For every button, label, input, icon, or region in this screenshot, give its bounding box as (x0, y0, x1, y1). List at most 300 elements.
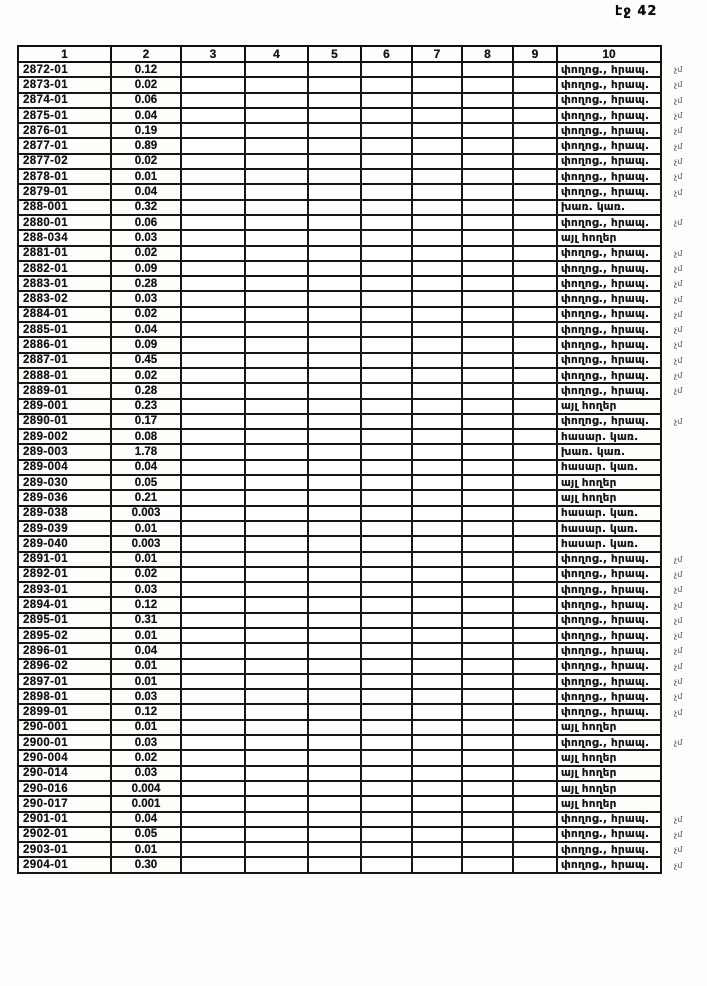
empty-cell (513, 628, 557, 643)
empty-cell (513, 261, 557, 276)
empty-cell (513, 552, 557, 567)
empty-cell (412, 246, 462, 261)
empty-cell (462, 704, 513, 719)
area-value-cell: 0.01 (111, 674, 181, 689)
empty-cell (513, 750, 557, 765)
land-use-cell: այլ հողեր (557, 230, 661, 245)
empty-cell (181, 490, 245, 505)
area-value-cell: 0.02 (111, 750, 181, 765)
table-row (18, 704, 705, 719)
empty-cell (412, 108, 462, 123)
empty-cell (308, 827, 361, 842)
handwritten-margin-mark: չմ (674, 677, 683, 687)
empty-cell (245, 383, 308, 398)
land-use-cell: փողոց., հրապ. (557, 827, 661, 842)
empty-cell (513, 689, 557, 704)
empty-cell (308, 368, 361, 383)
table-row (18, 613, 705, 628)
empty-cell (513, 720, 557, 735)
parcel-code-cell: 2896-02 (18, 659, 111, 674)
table-row (18, 552, 705, 567)
area-value-cell: 0.32 (111, 200, 181, 215)
empty-cell (513, 414, 557, 429)
empty-cell (308, 337, 361, 352)
empty-cell (181, 506, 245, 521)
empty-cell (181, 582, 245, 597)
empty-cell (245, 307, 308, 322)
empty-cell (181, 169, 245, 184)
empty-cell (462, 337, 513, 352)
land-use-cell: փողոց., հրապ. (557, 842, 661, 857)
empty-cell (181, 291, 245, 306)
area-value-cell: 0.04 (111, 460, 181, 475)
table-row (18, 429, 705, 444)
empty-cell (361, 689, 412, 704)
parcel-code-cell: 289-040 (18, 536, 111, 551)
area-value-cell: 0.03 (111, 689, 181, 704)
empty-cell (245, 399, 308, 414)
land-use-cell: այլ հողեր (557, 720, 661, 735)
empty-cell (513, 766, 557, 781)
parcel-code-cell: 2902-01 (18, 827, 111, 842)
land-use-cell: փողոց., հրապ. (557, 643, 661, 658)
land-use-cell: փողոց., հրապ. (557, 261, 661, 276)
parcel-code-cell: 2882-01 (18, 261, 111, 276)
empty-cell (361, 582, 412, 597)
empty-cell (245, 735, 308, 750)
handwritten-margin-mark: չմ (674, 141, 683, 151)
empty-cell (513, 842, 557, 857)
empty-cell (513, 123, 557, 138)
land-use-cell: այլ հողեր (557, 781, 661, 796)
table-row (18, 169, 705, 184)
empty-cell (181, 781, 245, 796)
land-use-cell: փողոց., հրապ. (557, 93, 661, 108)
parcel-code-cell: 2873-01 (18, 77, 111, 92)
empty-cell (245, 77, 308, 92)
empty-cell (181, 399, 245, 414)
empty-cell (462, 506, 513, 521)
empty-cell (462, 842, 513, 857)
empty-cell (245, 108, 308, 123)
empty-cell (181, 368, 245, 383)
empty-cell (308, 414, 361, 429)
table-row (18, 735, 705, 750)
land-use-cell: այլ հողեր (557, 399, 661, 414)
empty-cell (361, 414, 412, 429)
area-value-cell: 0.09 (111, 261, 181, 276)
empty-cell (361, 857, 412, 872)
empty-cell (412, 215, 462, 230)
empty-cell (513, 536, 557, 551)
empty-cell (462, 77, 513, 92)
area-value-cell: 0.05 (111, 827, 181, 842)
empty-cell (308, 735, 361, 750)
empty-cell (361, 154, 412, 169)
empty-cell (308, 796, 361, 811)
empty-cell (361, 138, 412, 153)
empty-cell (181, 77, 245, 92)
area-value-cell: 0.003 (111, 536, 181, 551)
empty-cell (361, 184, 412, 199)
empty-cell (361, 108, 412, 123)
empty-cell (412, 659, 462, 674)
parcel-code-cell: 289-001 (18, 399, 111, 414)
land-use-cell: այլ հողեր (557, 475, 661, 490)
parcel-code-cell: 2874-01 (18, 93, 111, 108)
empty-cell (181, 628, 245, 643)
empty-cell (308, 812, 361, 827)
land-use-cell: փողոց., հրապ. (557, 353, 661, 368)
table-row (18, 766, 705, 781)
land-use-cell: փողոց., հրապ. (557, 276, 661, 291)
empty-cell (181, 827, 245, 842)
parcel-code-cell: 290-004 (18, 750, 111, 765)
empty-cell (412, 674, 462, 689)
empty-cell (181, 659, 245, 674)
handwritten-margin-mark (661, 521, 705, 536)
empty-cell (245, 720, 308, 735)
table-row (18, 460, 705, 475)
area-value-cell: 0.06 (111, 93, 181, 108)
empty-cell (181, 337, 245, 352)
table-row (18, 597, 705, 612)
area-value-cell: 0.01 (111, 552, 181, 567)
empty-cell (245, 261, 308, 276)
empty-cell (181, 429, 245, 444)
land-use-cell: այլ հողեր (557, 766, 661, 781)
empty-cell (308, 108, 361, 123)
empty-cell (245, 353, 308, 368)
land-use-cell: հասար. կառ. (557, 521, 661, 536)
land-use-cell: խառ. կառ. (557, 200, 661, 215)
empty-cell (245, 337, 308, 352)
empty-cell (181, 689, 245, 704)
empty-cell (361, 643, 412, 658)
column-header: 5 (308, 46, 361, 62)
parcel-code-cell: 290-017 (18, 796, 111, 811)
empty-cell (462, 720, 513, 735)
empty-cell (412, 842, 462, 857)
handwritten-margin-mark (661, 490, 705, 505)
parcel-code-cell: 2877-02 (18, 154, 111, 169)
table-row (18, 781, 705, 796)
empty-cell (513, 704, 557, 719)
empty-cell (513, 781, 557, 796)
table-row (18, 399, 705, 414)
table-row (18, 261, 705, 276)
empty-cell (308, 704, 361, 719)
area-value-cell: 0.21 (111, 490, 181, 505)
empty-cell (245, 781, 308, 796)
empty-cell (462, 353, 513, 368)
empty-cell (462, 781, 513, 796)
table-row (18, 77, 705, 92)
land-use-cell: փողոց., հրապ. (557, 77, 661, 92)
empty-cell (181, 750, 245, 765)
handwritten-margin-mark: չմ (674, 325, 683, 335)
area-value-cell: 0.05 (111, 475, 181, 490)
handwritten-margin-mark: չմ (674, 65, 683, 75)
empty-cell (361, 704, 412, 719)
handwritten-margin-mark: չմ (674, 218, 683, 228)
empty-cell (513, 169, 557, 184)
empty-cell (361, 368, 412, 383)
empty-cell (181, 154, 245, 169)
empty-cell (308, 429, 361, 444)
empty-cell (245, 62, 308, 77)
parcel-code-cell: 289-003 (18, 444, 111, 459)
empty-cell (513, 230, 557, 245)
empty-cell (181, 766, 245, 781)
empty-cell (308, 123, 361, 138)
empty-cell (462, 414, 513, 429)
empty-cell (462, 521, 513, 536)
empty-cell (412, 796, 462, 811)
empty-cell (513, 154, 557, 169)
area-value-cell: 0.09 (111, 337, 181, 352)
empty-cell (513, 200, 557, 215)
page-number: էջ 42 (615, 4, 658, 19)
empty-cell (462, 307, 513, 322)
parcel-code-cell: 289-002 (18, 429, 111, 444)
parcel-code-cell: 2895-01 (18, 613, 111, 628)
empty-cell (181, 460, 245, 475)
empty-cell (361, 506, 412, 521)
empty-cell (412, 353, 462, 368)
table-row (18, 230, 705, 245)
table-row (18, 93, 705, 108)
parcel-code-cell: 2880-01 (18, 215, 111, 230)
area-value-cell: 0.02 (111, 368, 181, 383)
empty-cell (308, 276, 361, 291)
empty-cell (245, 444, 308, 459)
empty-cell (412, 337, 462, 352)
empty-cell (361, 429, 412, 444)
empty-cell (462, 582, 513, 597)
empty-cell (361, 827, 412, 842)
empty-cell (181, 521, 245, 536)
area-value-cell: 0.01 (111, 628, 181, 643)
table-row (18, 659, 705, 674)
empty-cell (462, 628, 513, 643)
parcel-code-cell: 2883-02 (18, 291, 111, 306)
empty-cell (513, 444, 557, 459)
empty-cell (513, 521, 557, 536)
table-row (18, 108, 705, 123)
land-use-cell: փողոց., հրապ. (557, 613, 661, 628)
area-value-cell: 0.30 (111, 857, 181, 872)
empty-cell (361, 383, 412, 398)
empty-cell (412, 506, 462, 521)
empty-cell (412, 689, 462, 704)
empty-cell (513, 184, 557, 199)
empty-cell (245, 322, 308, 337)
handwritten-margin-mark: չմ (674, 80, 683, 90)
empty-cell (412, 812, 462, 827)
empty-cell (361, 659, 412, 674)
handwritten-margin-mark: չմ (674, 309, 683, 319)
empty-cell (412, 307, 462, 322)
empty-cell (513, 812, 557, 827)
empty-cell (245, 460, 308, 475)
parcel-code-cell: 2879-01 (18, 184, 111, 199)
land-use-cell: այլ հողեր (557, 490, 661, 505)
table-row (18, 215, 705, 230)
empty-cell (308, 552, 361, 567)
empty-cell (462, 552, 513, 567)
area-value-cell: 0.12 (111, 597, 181, 612)
empty-cell (462, 93, 513, 108)
handwritten-margin-mark: չմ (674, 172, 683, 182)
land-use-cell: փողոց., հրապ. (557, 169, 661, 184)
parcel-code-cell: 2875-01 (18, 108, 111, 123)
parcel-code-cell: 2900-01 (18, 735, 111, 750)
area-value-cell: 0.004 (111, 781, 181, 796)
parcel-code-cell: 2887-01 (18, 353, 111, 368)
empty-cell (462, 475, 513, 490)
land-use-cell: փողոց., հրապ. (557, 123, 661, 138)
land-use-cell: փողոց., հրապ. (557, 597, 661, 612)
table-row (18, 796, 705, 811)
handwritten-margin-mark: չմ (674, 661, 683, 671)
empty-cell (462, 230, 513, 245)
empty-cell (245, 597, 308, 612)
area-value-cell: 0.23 (111, 399, 181, 414)
empty-cell (181, 200, 245, 215)
empty-cell (245, 796, 308, 811)
area-value-cell: 1.78 (111, 444, 181, 459)
empty-cell (308, 261, 361, 276)
empty-cell (245, 200, 308, 215)
handwritten-margin-mark: չմ (674, 111, 683, 121)
empty-cell (462, 138, 513, 153)
empty-cell (181, 353, 245, 368)
empty-cell (513, 322, 557, 337)
parcel-code-cell: 289-039 (18, 521, 111, 536)
handwritten-margin-mark (661, 200, 705, 215)
empty-cell (181, 536, 245, 551)
empty-cell (462, 689, 513, 704)
parcel-code-cell: 290-014 (18, 766, 111, 781)
empty-cell (245, 246, 308, 261)
parcel-code-cell: 2890-01 (18, 414, 111, 429)
column-header: 9 (513, 46, 557, 62)
empty-cell (245, 827, 308, 842)
empty-cell (361, 766, 412, 781)
land-use-cell: խառ. կառ. (557, 444, 661, 459)
empty-cell (462, 322, 513, 337)
handwritten-margin-mark: չմ (674, 416, 683, 426)
empty-cell (245, 704, 308, 719)
empty-cell (513, 62, 557, 77)
parcel-code-cell: 2897-01 (18, 674, 111, 689)
handwritten-margin-mark: չմ (674, 646, 683, 656)
empty-cell (245, 689, 308, 704)
empty-cell (361, 842, 412, 857)
table-row (18, 857, 705, 872)
empty-cell (462, 261, 513, 276)
handwritten-margin-mark (661, 766, 705, 781)
empty-cell (181, 567, 245, 582)
land-use-cell: փողոց., հրապ. (557, 582, 661, 597)
empty-cell (361, 230, 412, 245)
empty-cell (412, 536, 462, 551)
empty-cell (245, 276, 308, 291)
empty-cell (245, 215, 308, 230)
empty-cell (308, 842, 361, 857)
table-row (18, 475, 705, 490)
area-value-cell: 0.19 (111, 123, 181, 138)
table-row (18, 643, 705, 658)
empty-cell (361, 796, 412, 811)
handwritten-margin-mark: չմ (674, 355, 683, 365)
table-row (18, 276, 705, 291)
empty-cell (308, 169, 361, 184)
empty-cell (245, 857, 308, 872)
empty-cell (361, 123, 412, 138)
empty-cell (181, 704, 245, 719)
empty-cell (181, 735, 245, 750)
empty-cell (361, 291, 412, 306)
handwritten-margin-mark: չմ (674, 707, 683, 717)
empty-cell (245, 659, 308, 674)
empty-cell (462, 766, 513, 781)
empty-cell (462, 796, 513, 811)
empty-cell (361, 62, 412, 77)
empty-cell (181, 857, 245, 872)
empty-cell (412, 93, 462, 108)
empty-cell (308, 444, 361, 459)
empty-cell (412, 291, 462, 306)
table-row (18, 582, 705, 597)
empty-cell (462, 444, 513, 459)
handwritten-margin-mark: չմ (674, 187, 683, 197)
empty-cell (462, 108, 513, 123)
land-use-cell: փողոց., հրապ. (557, 108, 661, 123)
empty-cell (412, 750, 462, 765)
empty-cell (308, 857, 361, 872)
land-use-cell: փողոց., հրապ. (557, 659, 661, 674)
empty-cell (361, 567, 412, 582)
parcel-code-cell: 288-001 (18, 200, 111, 215)
handwritten-margin-mark: չմ (674, 569, 683, 579)
empty-cell (308, 766, 361, 781)
empty-cell (361, 246, 412, 261)
empty-cell (361, 781, 412, 796)
empty-cell (513, 597, 557, 612)
empty-cell (361, 475, 412, 490)
handwritten-margin-mark (661, 429, 705, 444)
empty-cell (308, 582, 361, 597)
handwritten-margin-mark: չմ (674, 814, 683, 824)
land-use-cell: հասար. կառ. (557, 460, 661, 475)
empty-cell (412, 184, 462, 199)
empty-cell (412, 399, 462, 414)
empty-cell (308, 490, 361, 505)
empty-cell (181, 613, 245, 628)
empty-cell (361, 812, 412, 827)
area-value-cell: 0.12 (111, 62, 181, 77)
land-use-cell: փողոց., հրապ. (557, 322, 661, 337)
empty-cell (245, 506, 308, 521)
empty-cell (462, 567, 513, 582)
empty-cell (412, 521, 462, 536)
empty-cell (245, 674, 308, 689)
land-use-cell: փողոց., հրապ. (557, 337, 661, 352)
empty-cell (245, 613, 308, 628)
empty-cell (412, 169, 462, 184)
